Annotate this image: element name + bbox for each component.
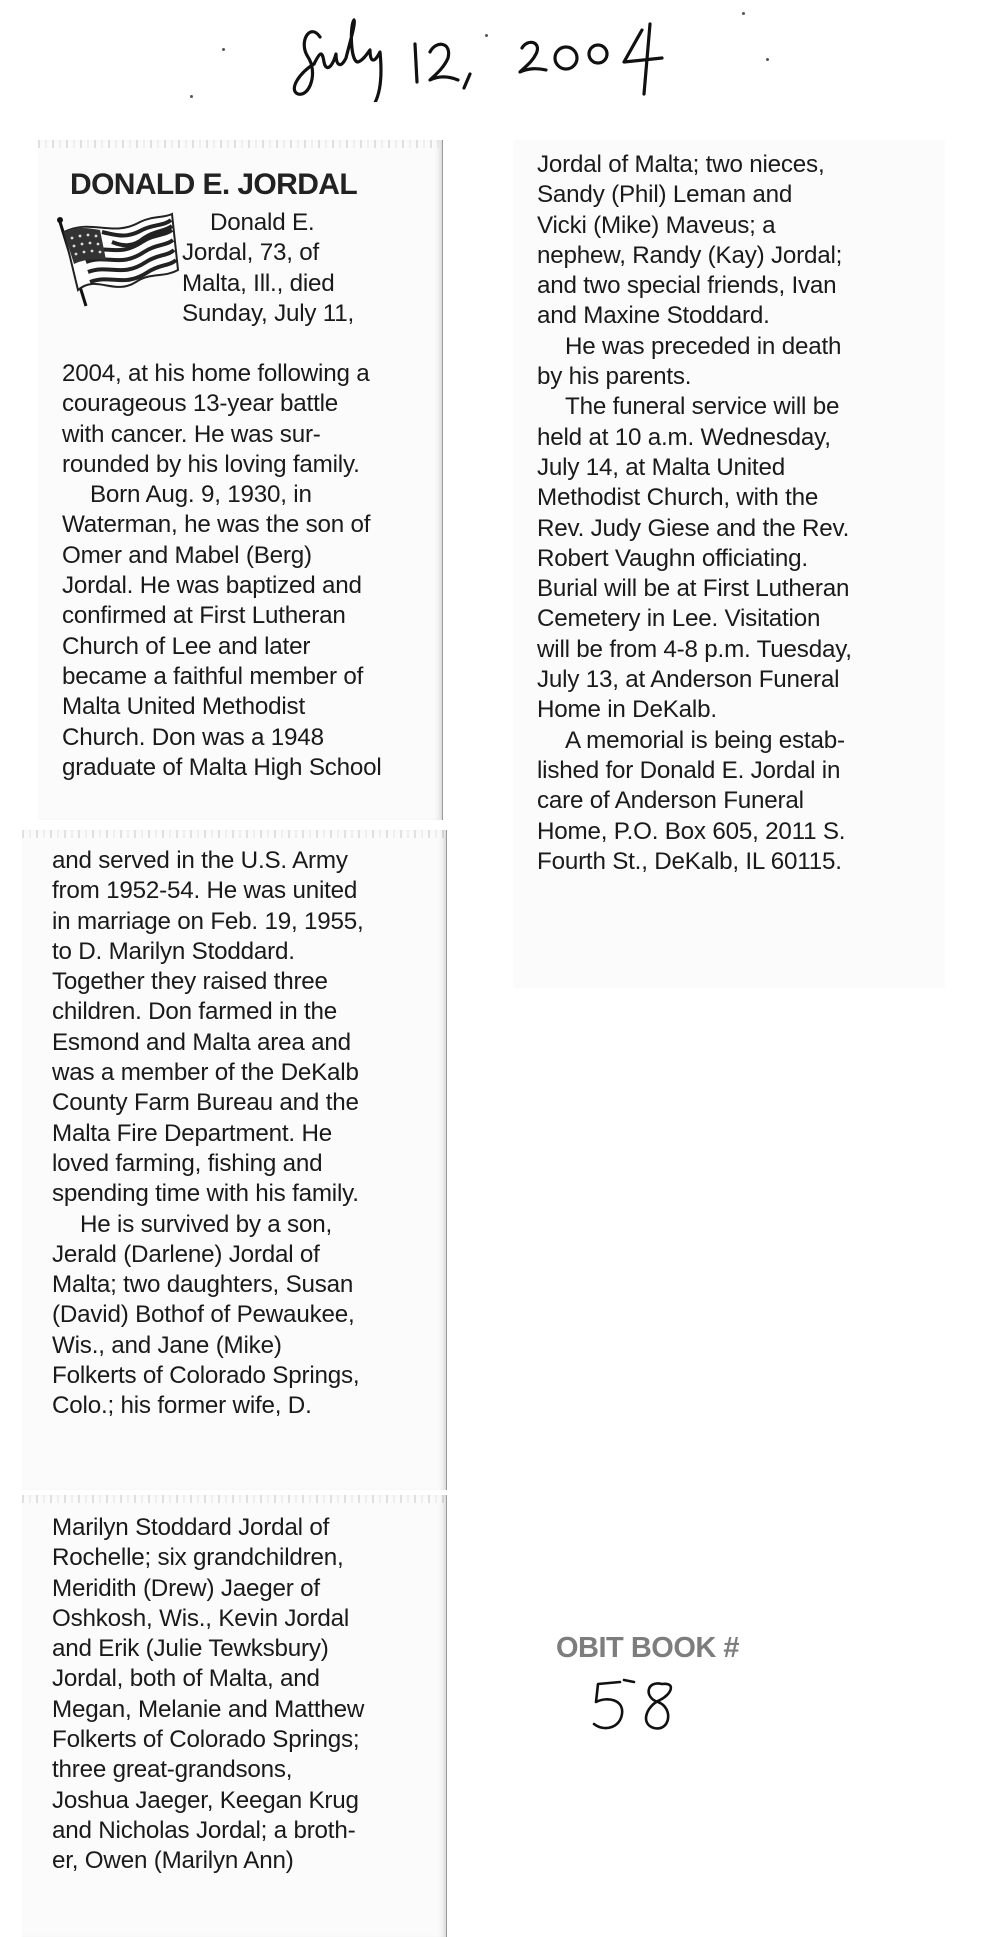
text-line: Rochelle; six grandchildren, xyxy=(52,1544,344,1572)
text-line: Malta United Methodist xyxy=(62,693,305,721)
text-line: by his parents. xyxy=(537,363,692,391)
text-line: Colo.; his former wife, D. xyxy=(52,1392,312,1420)
text-line: Together they raised three xyxy=(52,968,328,996)
text-line: Church of Lee and later xyxy=(62,632,311,660)
scan-speck xyxy=(485,34,488,37)
text-line: 2004, at his home following a xyxy=(62,360,370,387)
handwritten-date xyxy=(270,2,740,102)
text-line: loved farming, fishing and xyxy=(52,1149,323,1177)
text-line: confirmed at First Lutheran xyxy=(62,602,346,630)
text-line: and Erik (Julie Tewksbury) xyxy=(52,1635,329,1663)
text-line: Wis., and Jane (Mike) xyxy=(52,1331,282,1359)
obituary-body-part-3 xyxy=(52,1513,364,1877)
text-line: July 13, at Anderson Funeral xyxy=(537,666,840,694)
obituary-clipping-part-3 xyxy=(22,1495,447,1937)
text-line: Donald E. xyxy=(210,209,315,236)
text-line: lished for Donald E. Jordal in xyxy=(537,756,841,784)
text-line: Methodist Church, with the xyxy=(537,484,819,512)
obituary-body-part-4 xyxy=(537,150,852,877)
text-line: Esmond and Malta area and xyxy=(52,1028,351,1056)
text-line: nephew, Randy (Kay) Jordal; xyxy=(537,241,843,269)
text-line: (David) Bothof of Pewaukee, xyxy=(52,1301,355,1329)
text-line: Folkerts of Colorado Springs, xyxy=(52,1362,360,1390)
text-line: Megan, Melanie and Matthew xyxy=(52,1695,365,1723)
text-line: to D. Marilyn Stoddard. xyxy=(52,937,295,965)
text-line: Fourth St., DeKalb, IL 60115. xyxy=(537,847,842,875)
text-line: Marilyn Stoddard Jordal of xyxy=(52,1514,330,1541)
text-line: care of Anderson Funeral xyxy=(537,787,804,815)
obituary-intro-text xyxy=(182,208,354,329)
handwritten-obit-book-number xyxy=(590,1676,700,1736)
text-line: er, Owen (Marilyn Ann) xyxy=(52,1847,294,1875)
text-line: Home in DeKalb. xyxy=(537,696,717,724)
text-line: Oshkosh, Wis., Kevin Jordal xyxy=(52,1604,350,1632)
text-line: July 14, at Malta United xyxy=(537,453,785,481)
text-line: He was preceded in death xyxy=(565,332,842,360)
text-line: three great-grandsons, xyxy=(52,1756,293,1784)
obituary-body-part-2 xyxy=(52,846,364,1422)
text-line: Sunday, July 11, xyxy=(182,299,355,327)
text-line: Meridith (Drew) Jaeger of xyxy=(52,1574,320,1602)
text-line: held at 10 a.m. Wednesday, xyxy=(537,423,831,451)
text-line: Waterman, he was the son of xyxy=(62,511,371,539)
text-line: Robert Vaughn officiating. xyxy=(537,544,808,572)
text-line: will be from 4-8 p.m. Tuesday, xyxy=(537,635,852,663)
text-line: Cemetery in Lee. Visitation xyxy=(537,605,821,633)
text-line: County Farm Bureau and the xyxy=(52,1089,359,1117)
text-line: Jordal of Malta; two nieces, xyxy=(537,151,825,178)
american-flag-icon xyxy=(52,208,180,308)
text-line: Folkerts of Colorado Springs; xyxy=(52,1726,360,1754)
text-line: Malta, Ill., died xyxy=(182,269,335,297)
text-line: courageous 13-year battle xyxy=(62,390,339,418)
text-line: and two special friends, Ivan xyxy=(537,272,837,300)
text-line: He is survived by a son, xyxy=(80,1210,332,1238)
text-line: Malta Fire Department. He xyxy=(52,1119,332,1147)
text-line: Vicki (Mike) Maveus; a xyxy=(537,211,776,239)
text-line: and Nicholas Jordal; a broth- xyxy=(52,1816,356,1844)
text-line: children. Don farmed in the xyxy=(52,998,338,1026)
text-line: with cancer. He was sur- xyxy=(62,420,321,448)
obituary-body-part-1 xyxy=(62,359,382,783)
handwritten-date-glyphs xyxy=(270,2,740,102)
text-line: The funeral service will be xyxy=(565,393,840,421)
text-line: Jordal. He was baptized and xyxy=(62,572,362,600)
text-line: and served in the U.S. Army xyxy=(52,847,348,874)
obituary-clipping-part-1 xyxy=(38,140,443,820)
obituary-clipping-part-4 xyxy=(513,140,945,988)
obituary-clipping-part-2 xyxy=(22,830,447,1490)
obituary-headline: DONALD E. JORDAL xyxy=(70,168,358,201)
text-line: Sandy (Phil) Leman and xyxy=(537,181,793,209)
text-line: graduate of Malta High School xyxy=(62,753,382,781)
text-line: A memorial is being estab- xyxy=(565,726,845,754)
scan-speck xyxy=(222,48,225,51)
text-line: Omer and Mabel (Berg) xyxy=(62,541,312,569)
text-line: Malta; two daughters, Susan xyxy=(52,1271,354,1299)
text-line: spending time with his family. xyxy=(52,1180,359,1208)
text-line: rounded by his loving family. xyxy=(62,450,360,478)
text-line: in marriage on Feb. 19, 1955, xyxy=(52,907,364,935)
text-line: became a faithful member of xyxy=(62,662,364,690)
text-line: Joshua Jaeger, Keegan Krug xyxy=(52,1786,359,1814)
text-line: Home, P.O. Box 605, 2011 S. xyxy=(537,817,846,845)
text-line: and Maxine Stoddard. xyxy=(537,302,770,330)
scan-speck xyxy=(766,58,769,61)
text-line: Rev. Judy Giese and the Rev. xyxy=(537,514,850,542)
text-line: Jordal, both of Malta, and xyxy=(52,1665,320,1693)
scan-speck xyxy=(742,12,745,15)
text-line: Burial will be at First Lutheran xyxy=(537,575,850,603)
text-line: from 1952-54. He was united xyxy=(52,877,358,905)
scan-speck xyxy=(190,95,193,98)
text-line: Born Aug. 9, 1930, in xyxy=(90,481,312,509)
text-line: Jerald (Darlene) Jordal of xyxy=(52,1240,320,1268)
obit-book-stamp: OBIT BOOK # xyxy=(556,1632,740,1664)
text-line: Jordal, 73, of xyxy=(182,239,320,267)
text-line: Church. Don was a 1948 xyxy=(62,723,324,751)
text-line: was a member of the DeKalb xyxy=(52,1059,359,1087)
